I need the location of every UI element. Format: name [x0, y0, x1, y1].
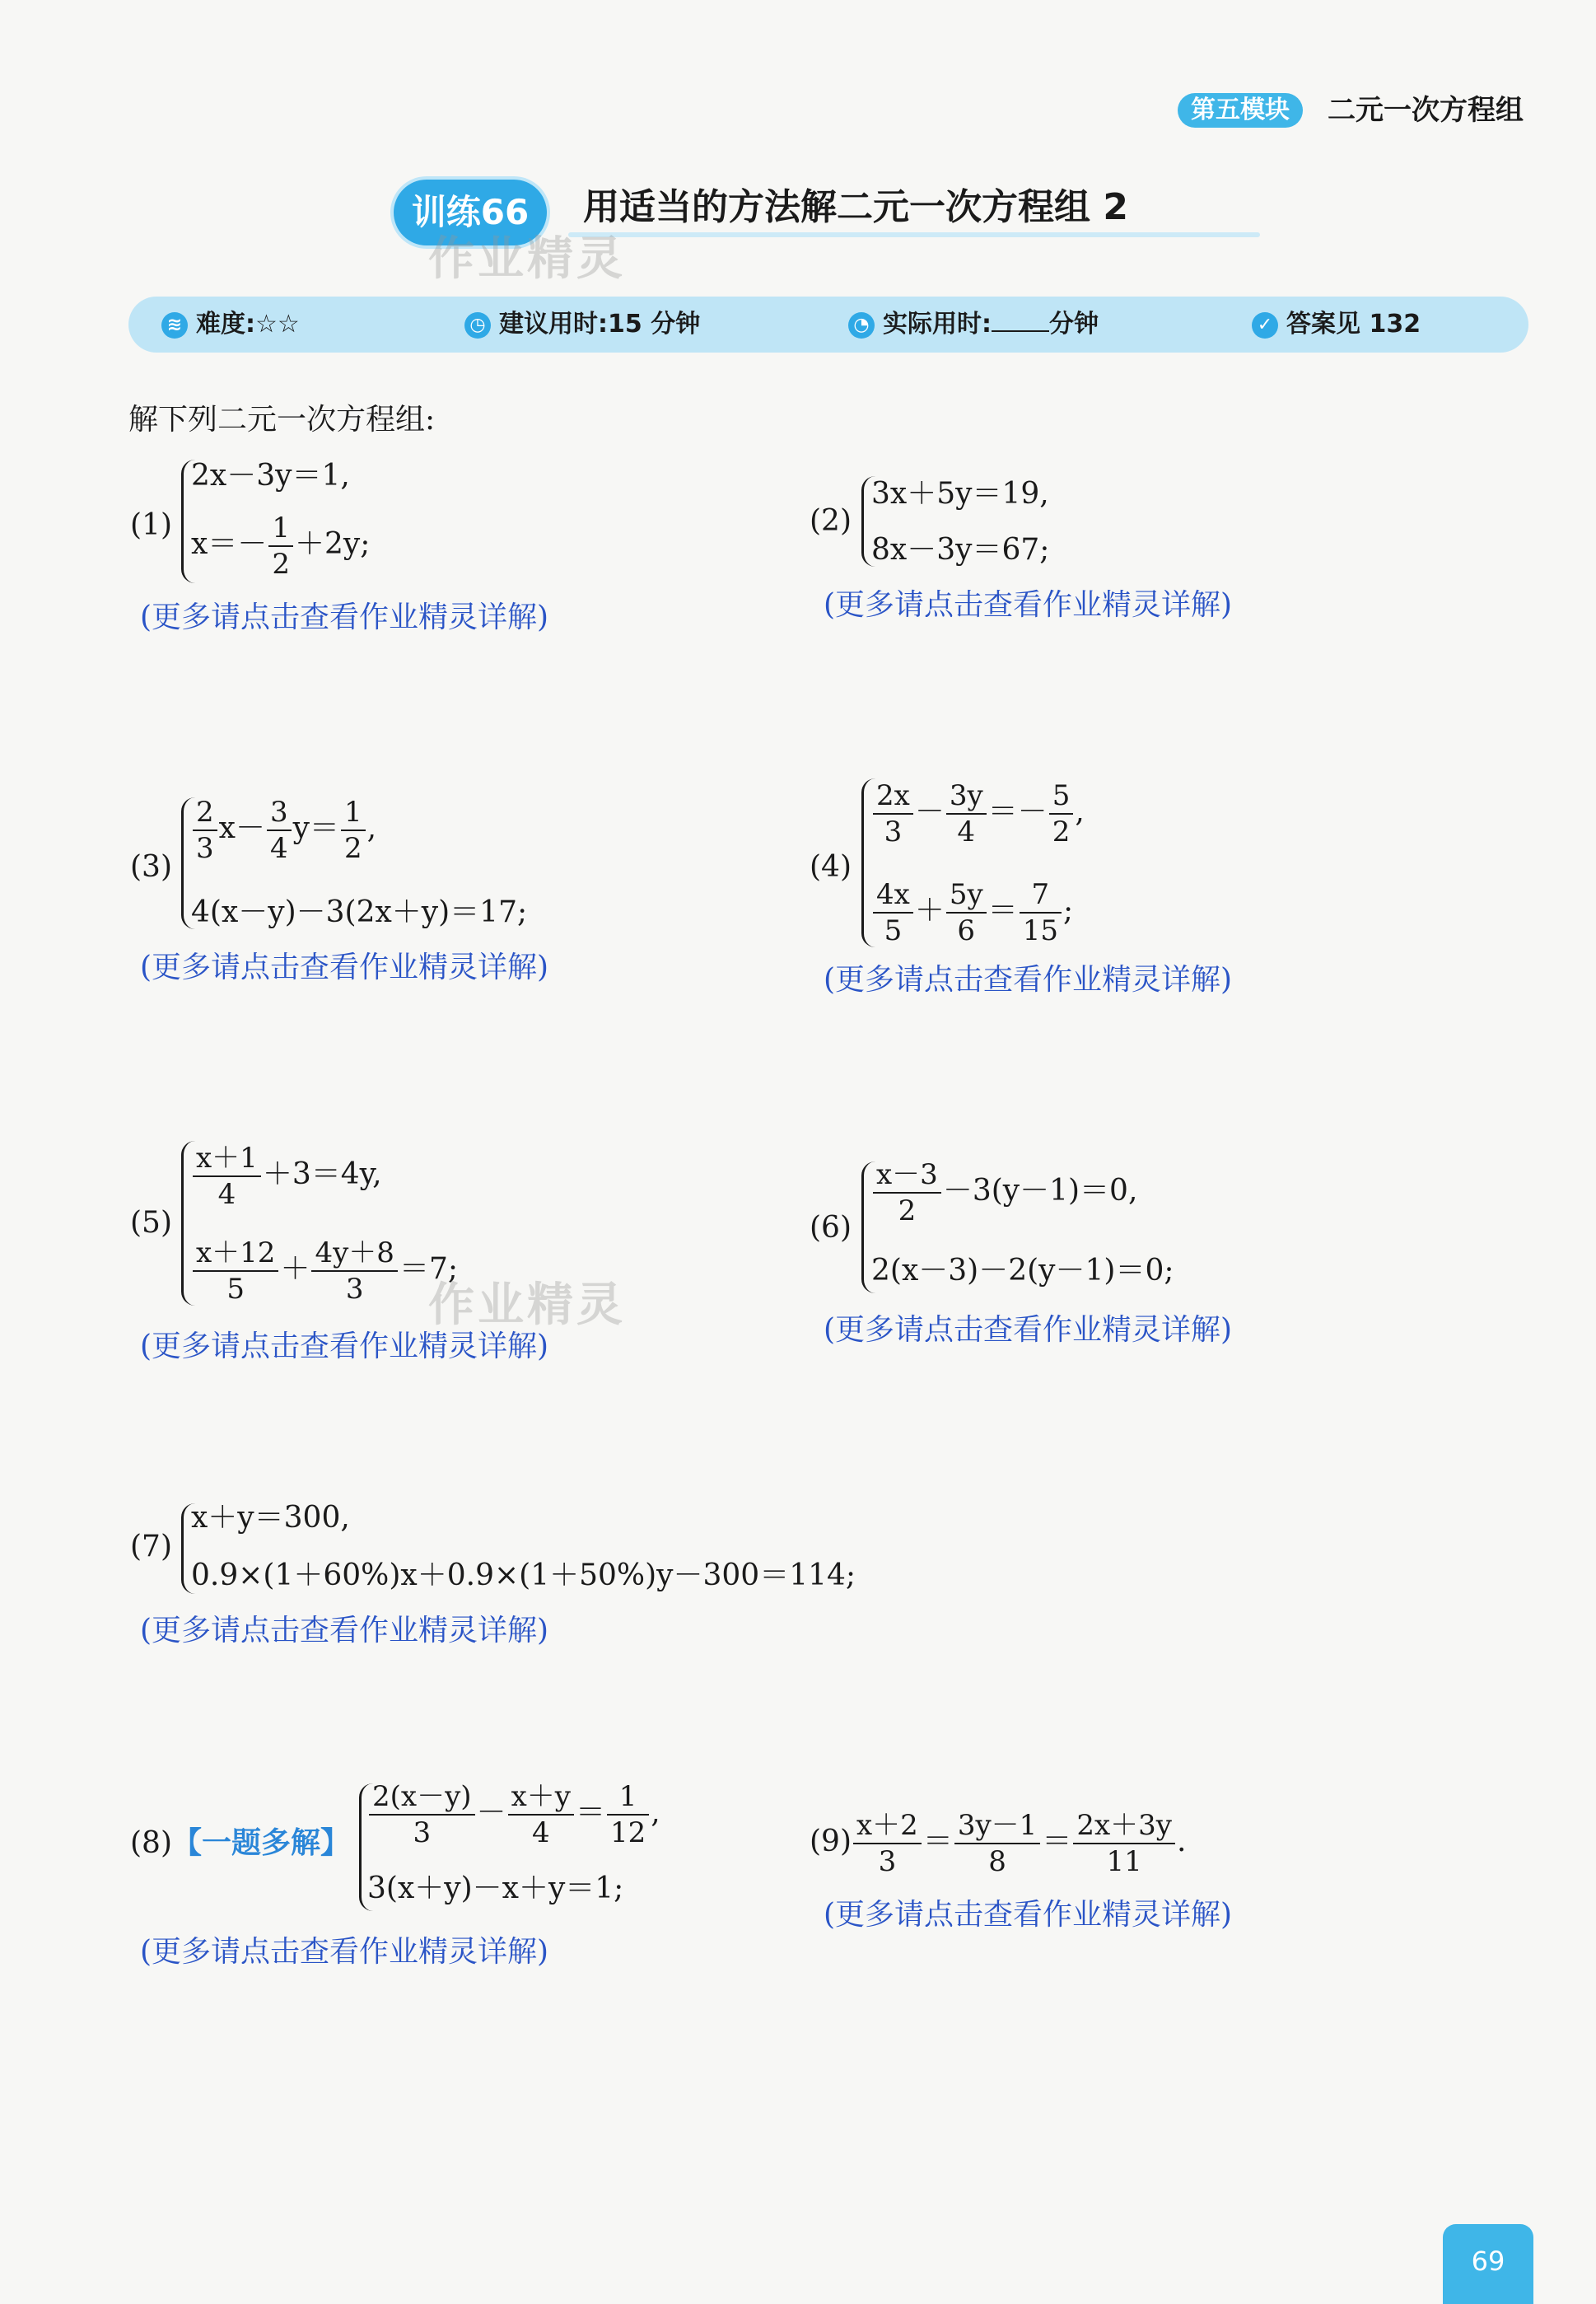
problem-1-solution-link[interactable]: (更多请点击查看作业精灵详解) — [140, 601, 549, 634]
answer-ref-text: 答案见 132 — [1286, 310, 1421, 339]
fraction: $\frac{1}{2}$ — [268, 511, 293, 582]
fraction: $\frac{2}{3}$ — [193, 795, 217, 866]
fraction: $\frac{2x+3y}{11}$ — [1073, 1808, 1175, 1879]
problem-3-eq1: $\frac{2}{3}$ x－ $\frac{3}{4}$ y＝ $\frac{1}{2}$ , — [191, 795, 376, 866]
fraction: $\frac{x+2}{3}$ — [853, 1808, 922, 1879]
fraction: $\frac{x+1}{4}$ — [193, 1141, 261, 1212]
problem-7-eq1: x＋y＝300, — [191, 1501, 350, 1535]
fraction: $\frac{1}{12}$ — [607, 1779, 649, 1850]
problem-7-solution-link[interactable]: (更多请点击查看作业精灵详解) — [140, 1614, 549, 1647]
check-circle-icon: ✓ — [1252, 312, 1278, 339]
title-underline — [568, 232, 1260, 237]
fraction: $\frac{2(x-y)}{3}$ — [369, 1779, 475, 1850]
fraction: $\frac{4x}{5}$ — [873, 877, 913, 948]
problem-4-number: (4) — [810, 850, 852, 884]
problem-8-eq2: 3(x＋y)－x＋y＝1; — [367, 1872, 624, 1905]
actual-time — [848, 308, 1099, 341]
fraction: $\frac{5y}{6}$ — [946, 877, 987, 948]
problem-1-number: (1) — [130, 508, 172, 542]
watermark: 作业精灵 — [428, 232, 626, 286]
alarm-clock-icon: ◷ — [464, 312, 491, 339]
watermark: 作业精灵 — [428, 1278, 626, 1332]
fraction: $\frac{5}{2}$ — [1049, 778, 1074, 849]
problem-5-eq2: $\frac{x+12}{5}$ ＋ $\frac{4y+8}{3}$ ＝7; — [191, 1236, 458, 1306]
problem-5-eq1: $\frac{x+1}{4}$ ＋3＝4y, — [191, 1141, 382, 1212]
problem-4-eq2: $\frac{4x}{5}$ ＋ $\frac{5y}{6}$ ＝ $\frac{7}{15}$ ; — [871, 877, 1073, 948]
wifi-icon: ≋ — [161, 312, 188, 339]
suggested-time-text: 建议用时:15 分钟 — [499, 310, 701, 339]
difficulty-text: 难度:☆☆ — [196, 310, 300, 339]
problem-7-number: (7) — [130, 1530, 172, 1563]
problem-6-number: (6) — [810, 1211, 852, 1245]
problem-8-number: (8)【一题多解】 — [130, 1826, 351, 1860]
problem-9-number: (9) — [810, 1825, 852, 1858]
problem-3-number: (3) — [130, 850, 172, 884]
suggested-time — [464, 308, 700, 341]
problem-7-eq2: 0.9×(1＋60%)x＋0.9×(1＋50%)y－300＝114; — [191, 1559, 856, 1592]
fraction: $\frac{1}{2}$ — [341, 795, 366, 866]
lesson-badge: 训练66 — [394, 180, 547, 245]
lesson-title: 用适当的方法解二元一次方程组 2 — [583, 186, 1128, 228]
module-title: 二元一次方程组 — [1328, 94, 1524, 127]
fraction: $\frac{4y+8}{3}$ — [311, 1236, 397, 1306]
problem-1-eq2: x＝－ $\frac{1}{2}$ ＋2y; — [191, 512, 371, 581]
problem-4-eq1: $\frac{2x}{3}$ － $\frac{3y}{4}$ ＝－ $\frac{5}{2}$ , — [871, 778, 1085, 849]
problem-8-eq1: $\frac{2(x-y)}{3}$ － $\frac{x+y}{4}$ ＝ $\frac{1}{12}$ , — [367, 1779, 660, 1850]
answer-reference — [1252, 308, 1421, 341]
actual-time-label: 实际用时: — [883, 310, 992, 339]
problem-9-solution-link[interactable]: (更多请点击查看作业精灵详解) — [824, 1898, 1233, 1932]
problem-3-solution-link[interactable]: (更多请点击查看作业精灵详解) — [140, 951, 549, 984]
problem-3-eq2: 4(x－y)－3(2x＋y)＝17; — [191, 895, 528, 929]
problem-6-eq1: $\frac{x-3}{2}$ －3(y－1)＝0, — [871, 1157, 1137, 1228]
actual-time-blank[interactable] — [992, 309, 1049, 332]
problem-9-equation: (9) $\frac{x+2}{3}$ ＝ $\frac{3y-1}{8}$ ＝ $\frac{2x+3y}{11}$ . — [810, 1809, 1187, 1878]
problem-1-eq1: 2x－3y＝1, — [191, 459, 350, 493]
timer-icon: ◔ — [848, 312, 875, 339]
multi-solution-tag: 【一题多解】 — [172, 1826, 351, 1860]
fraction: $\frac{3}{4}$ — [267, 795, 292, 866]
fraction: $\frac{3y}{4}$ — [946, 778, 987, 849]
fraction: $\frac{x+y}{4}$ — [508, 1779, 574, 1850]
fraction: $\frac{7}{15}$ — [1020, 877, 1062, 948]
page-number: 69 — [1443, 2224, 1533, 2304]
fraction: $\frac{3y-1}{8}$ — [954, 1808, 1040, 1879]
problem-4-solution-link[interactable]: (更多请点击查看作业精灵详解) — [824, 963, 1233, 997]
fraction: $\frac{2x}{3}$ — [873, 778, 913, 849]
instructions: 解下列二元一次方程组: — [128, 403, 436, 437]
fraction: $\frac{x-3}{2}$ — [873, 1157, 941, 1228]
problem-2-eq2: 8x－3y＝67; — [871, 533, 1050, 567]
fraction: $\frac{x+12}{5}$ — [193, 1236, 278, 1306]
problem-2-number: (2) — [810, 504, 852, 538]
actual-time-unit: 分钟 — [1049, 310, 1099, 339]
module-tag: 第五模块 — [1178, 93, 1303, 128]
difficulty — [161, 308, 300, 341]
problem-8-solution-link[interactable]: (更多请点击查看作业精灵详解) — [140, 1935, 549, 1969]
problem-5-solution-link[interactable]: (更多请点击查看作业精灵详解) — [140, 1330, 549, 1363]
problem-6-eq2: 2(x－3)－2(y－1)＝0; — [871, 1254, 1174, 1288]
problem-2-solution-link[interactable]: (更多请点击查看作业精灵详解) — [824, 588, 1233, 622]
problem-2-eq1: 3x＋5y＝19, — [871, 477, 1049, 511]
problem-6-solution-link[interactable]: (更多请点击查看作业精灵详解) — [824, 1313, 1233, 1347]
problem-5-number: (5) — [130, 1206, 172, 1240]
